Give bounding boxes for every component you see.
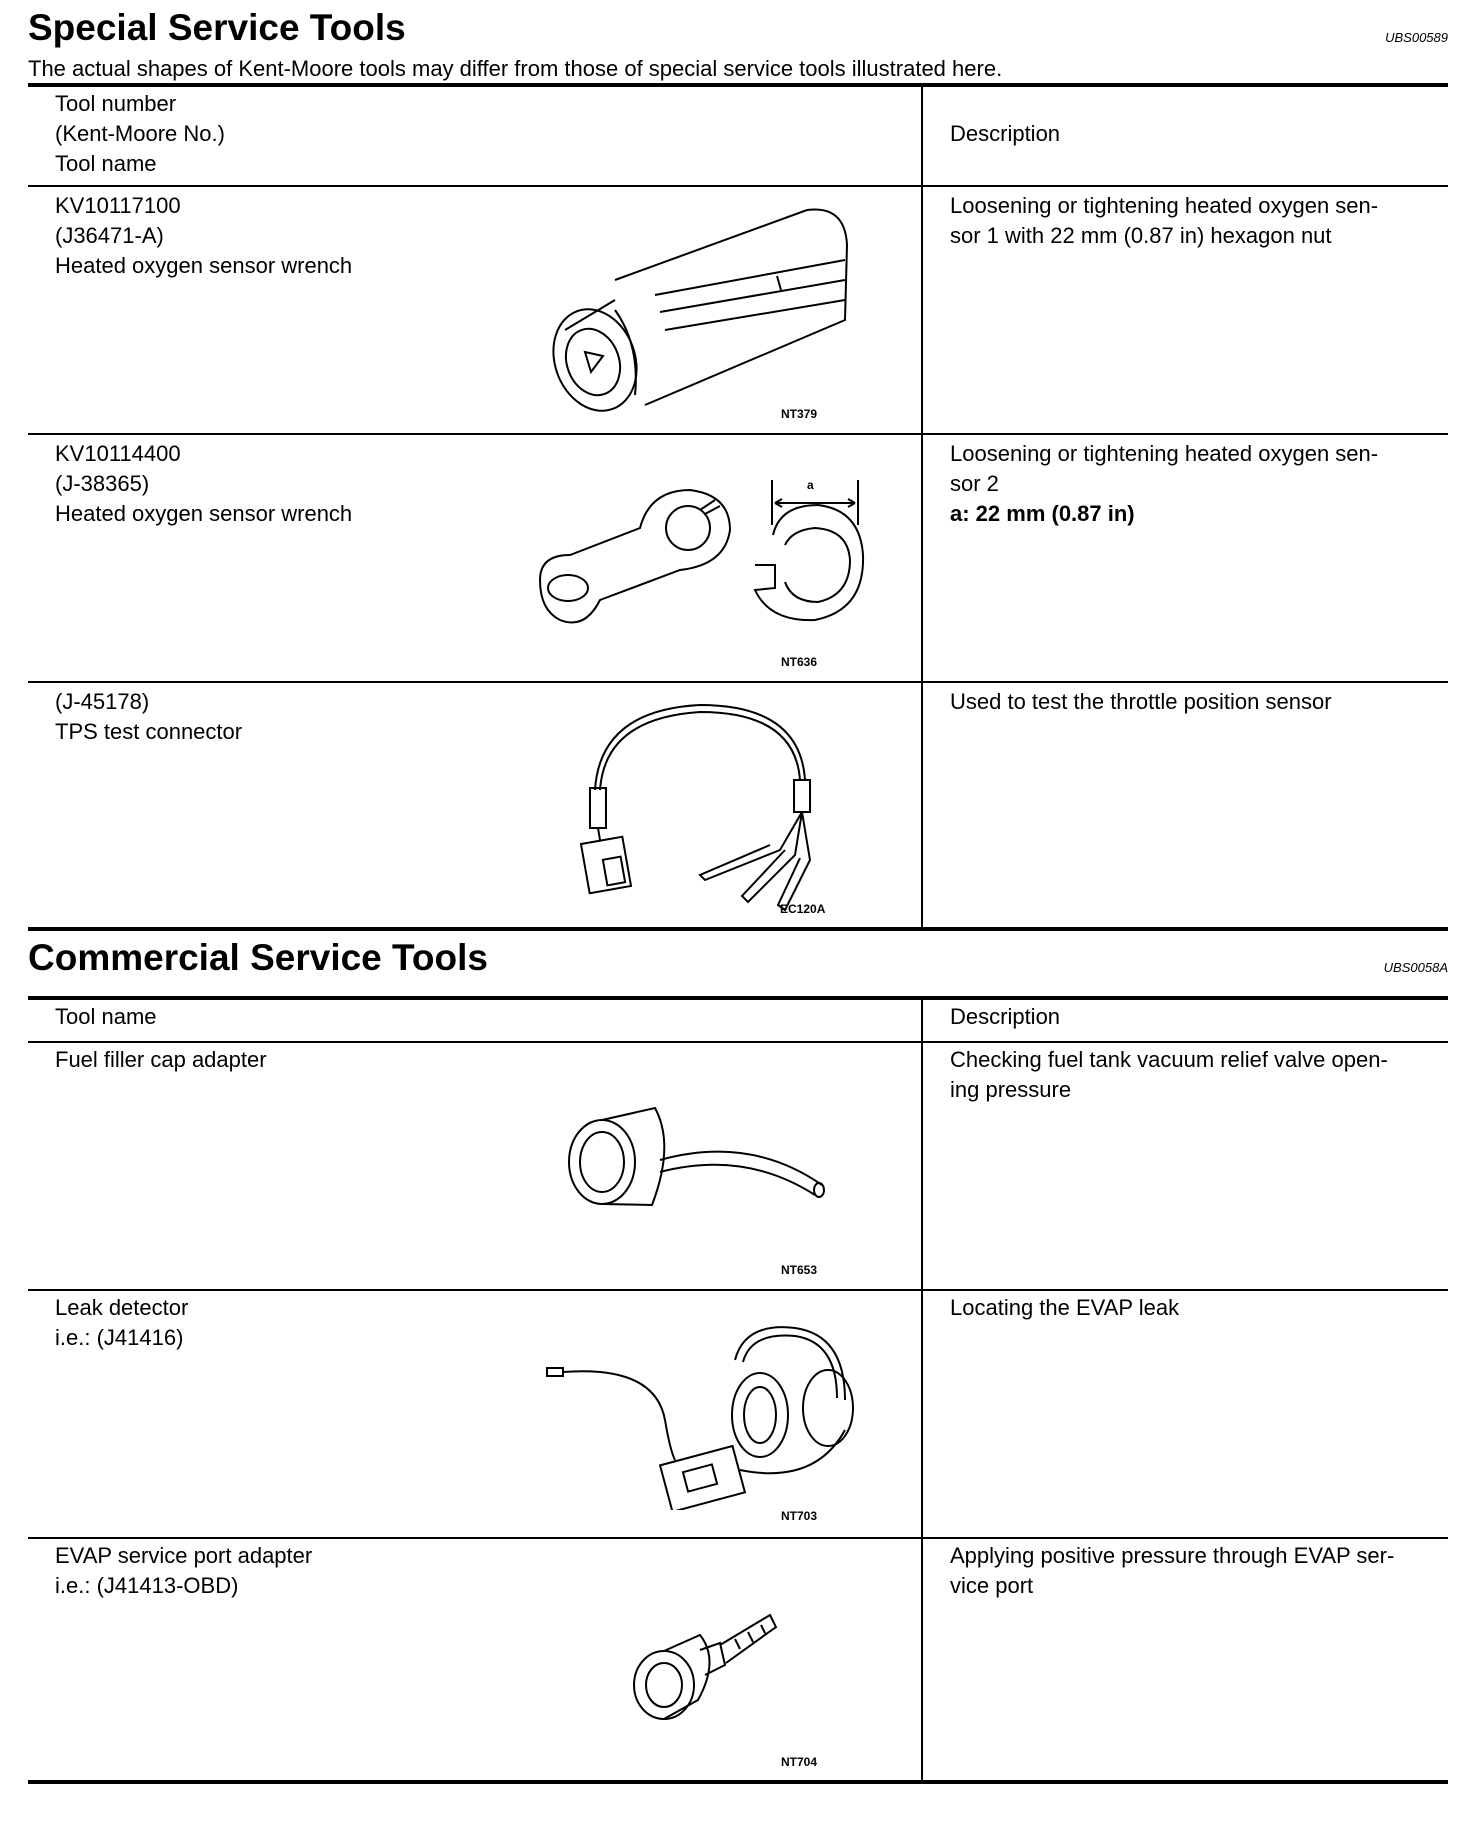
table-row-description: [950, 191, 1440, 251]
table-top-rule: [28, 83, 1448, 87]
description-line: vice port: [950, 1573, 1034, 1598]
description-line: Loosening or tightening heated oxygen sen-: [950, 441, 1379, 466]
special-header-tool-column: [55, 89, 505, 179]
dimension-label: a: [807, 478, 814, 492]
row-divider: [28, 185, 1448, 187]
socket-wrench-icon: [545, 200, 865, 420]
kent-moore-number: (J-45178): [55, 689, 150, 714]
row-divider: [28, 681, 1448, 683]
table-bottom-rule: [28, 1780, 1448, 1784]
description-line: Checking fuel tank vacuum relief valve open-: [950, 1047, 1388, 1072]
row-divider: [28, 433, 1448, 435]
special-section-code: UBS00589: [1385, 30, 1448, 45]
table-bottom-rule: [28, 927, 1448, 931]
test-connector-harness-icon: [580, 700, 840, 920]
commercial-table-column-divider: [921, 998, 923, 1780]
kent-moore-number: (J-38365): [55, 471, 150, 496]
description-line: Loosening or tightening heated oxygen sen-: [950, 193, 1379, 218]
table-row-tool-info: [55, 687, 505, 747]
tool-number: KV10117100: [55, 193, 181, 218]
header-line: (Kent-Moore No.): [55, 121, 225, 146]
tool-name: Leak detector: [55, 1295, 189, 1320]
figure-code: NT653: [781, 1263, 818, 1277]
table-row-description: [950, 687, 1440, 717]
description-line: Applying positive pressure through EVAP ser-: [950, 1543, 1395, 1568]
tool-name: TPS test connector: [55, 719, 243, 744]
table-top-rule: [28, 996, 1448, 1000]
table-row-tool-info: [55, 439, 505, 529]
tool-name: Fuel filler cap adapter: [55, 1047, 267, 1072]
special-header-description: Description: [950, 121, 1061, 146]
special-section-title: Special Service Tools: [28, 7, 406, 48]
figure-code: NT703: [781, 1509, 818, 1523]
description-line: Used to test the throttle position sensor: [950, 689, 1332, 714]
table-row-description: [950, 1293, 1440, 1323]
description-line: sor 1 with 22 mm (0.87 in) hexagon nut: [950, 223, 1332, 248]
row-divider: [28, 1041, 1448, 1043]
header-line: Tool number: [55, 91, 177, 116]
table-row-tool-info: [55, 191, 505, 281]
service-port-adapter-icon: [630, 1605, 780, 1725]
description-line: sor 2: [950, 471, 999, 496]
figure-code: NT704: [781, 1755, 818, 1769]
flare-nut-wrench-icon: [530, 470, 870, 650]
description-line: Locating the EVAP leak: [950, 1295, 1180, 1320]
special-table-column-divider: [921, 85, 923, 927]
table-row-description: [950, 439, 1440, 529]
tool-number: KV10114400: [55, 441, 181, 466]
commercial-section-title: Commercial Service Tools: [28, 937, 488, 978]
special-section-note: The actual shapes of Kent-Moore tools may differ from those of special service tools illustrated here.: [28, 56, 1003, 81]
row-divider: [28, 1537, 1448, 1539]
commercial-section-code: UBS0058A: [1383, 960, 1448, 975]
tool-reference: i.e.: (J41413-OBD): [55, 1573, 239, 1598]
tool-reference: i.e.: (J41416): [55, 1325, 184, 1350]
figure-code: NT379: [781, 407, 818, 421]
dimension-spec: a: 22 mm (0.87 in): [950, 501, 1135, 526]
tool-name: EVAP service port adapter: [55, 1543, 313, 1568]
tool-name: Heated oxygen sensor wrench: [55, 501, 353, 526]
tool-name: Heated oxygen sensor wrench: [55, 253, 353, 278]
cap-adapter-icon: [560, 1100, 830, 1230]
figure-code: NT636: [781, 655, 818, 669]
row-divider: [28, 1289, 1448, 1291]
commercial-header-tool-name: Tool name: [55, 1004, 157, 1029]
table-row-tool-info: [55, 1293, 505, 1353]
commercial-header-description: Description: [950, 1004, 1061, 1029]
table-row-description: [950, 1541, 1440, 1601]
table-row-description: [950, 1045, 1440, 1105]
header-line: Tool name: [55, 151, 157, 176]
kent-moore-number: (J36471-A): [55, 223, 164, 248]
figure-code: EC120A: [780, 902, 826, 916]
table-row-tool-info: [55, 1045, 505, 1075]
table-row-tool-info: [55, 1541, 505, 1601]
description-line: ing pressure: [950, 1077, 1072, 1102]
leak-detector-headphones-icon: [545, 1320, 865, 1510]
